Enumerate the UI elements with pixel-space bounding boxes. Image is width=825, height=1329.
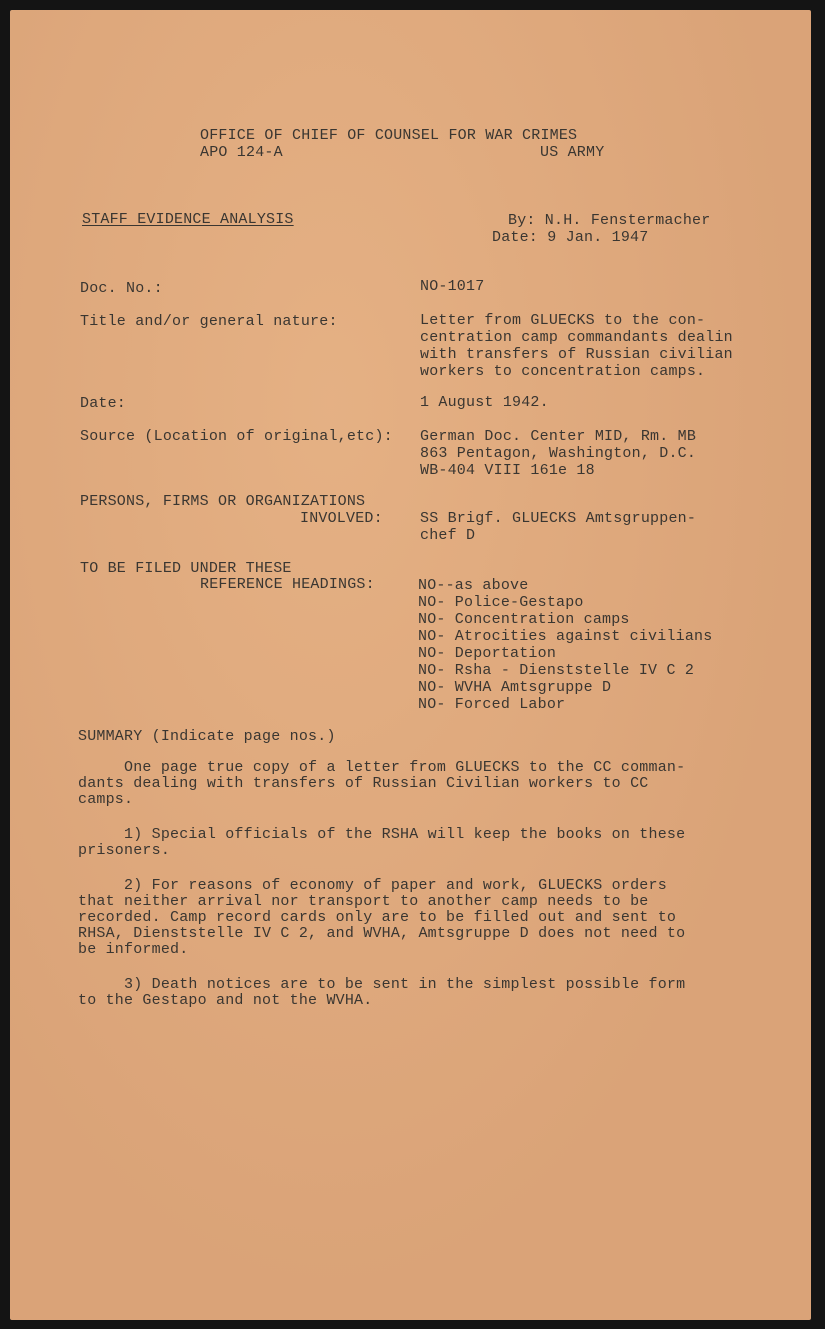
analysis-title: STAFF EVIDENCE ANALYSIS (82, 211, 294, 228)
heading-item: NO--as above (418, 577, 529, 594)
doc-no-label: Doc. No.: (80, 280, 163, 297)
summary-line: dants dealing with transfers of Russian Civilian workers to CC (78, 775, 649, 792)
heading-item: NO- Atrocities against civilians (418, 628, 713, 645)
analyst-name: By: N.H. Fenstermacher (508, 212, 711, 229)
apo-number: APO 124-A (200, 144, 283, 161)
army-label: US ARMY (540, 144, 605, 161)
date-value: 1 August 1942. (420, 394, 549, 411)
title-line: workers to concentration camps. (420, 363, 706, 380)
summary-line: 1) Special officials of the RSHA will keep the books on these (78, 826, 686, 843)
summary-line: 2) For reasons of economy of paper and work, GLUECKS orders (78, 877, 667, 894)
heading-item: NO- Rsha - Dienststelle IV C 2 (418, 662, 695, 679)
source-line: WB-404 VIII 161e 18 (420, 462, 595, 479)
summary-heading: SUMMARY (Indicate page nos.) (78, 728, 336, 745)
title-line: Letter from GLUECKS to the con- (420, 312, 706, 329)
summary-line: that neither arrival nor transport to another camp needs to be (78, 893, 649, 910)
heading-item: NO- Deportation (418, 645, 557, 662)
doc-no-value: NO-1017 (420, 278, 485, 295)
heading-item: NO- WVHA Amtsgruppe D (418, 679, 612, 696)
title-line: centration camp commandants dealin (420, 329, 733, 346)
summary-line: recorded. Camp record cards only are to be filled out and sent to (78, 909, 677, 926)
summary-line: One page true copy of a letter from GLUECKS to the CC comman- (78, 759, 686, 776)
summary-line: prisoners. (78, 842, 171, 859)
analysis-date: Date: 9 Jan. 1947 (492, 229, 649, 246)
involved-label: INVOLVED: (300, 510, 383, 527)
office-heading: OFFICE OF CHIEF OF COUNSEL FOR WAR CRIMES (200, 127, 578, 144)
title-line: with transfers of Russian civilian (420, 346, 733, 363)
source-line: 863 Pentagon, Washington, D.C. (420, 445, 697, 462)
persons-label: PERSONS, FIRMS OR ORGANIZATIONS (80, 493, 366, 510)
heading-item: NO- Police-Gestapo (418, 594, 584, 611)
persons-line: SS Brigf. GLUECKS Amtsgruppen- (420, 510, 697, 527)
summary-line: be informed. (78, 941, 189, 958)
summary-line: 3) Death notices are to be sent in the simplest possible form (78, 976, 686, 993)
summary-line: to the Gestapo and not the WVHA. (78, 992, 373, 1009)
summary-line: RHSA, Dienststelle IV C 2, and WVHA, Amtsgruppe D does not need to (78, 925, 686, 942)
date-label: Date: (80, 395, 127, 412)
source-label: Source (Location of original,etc): (80, 428, 393, 445)
heading-item: NO- Concentration camps (418, 611, 630, 628)
heading-item: NO- Forced Labor (418, 696, 566, 713)
summary-line: camps. (78, 791, 134, 808)
source-line: German Doc. Center MID, Rm. MB (420, 428, 697, 445)
title-label: Title and/or general nature: (80, 313, 338, 330)
document-page (10, 10, 811, 1320)
persons-line: chef D (420, 527, 476, 544)
filed-label: TO BE FILED UNDER THESE (80, 560, 292, 577)
reference-headings-label: REFERENCE HEADINGS: (200, 576, 375, 593)
